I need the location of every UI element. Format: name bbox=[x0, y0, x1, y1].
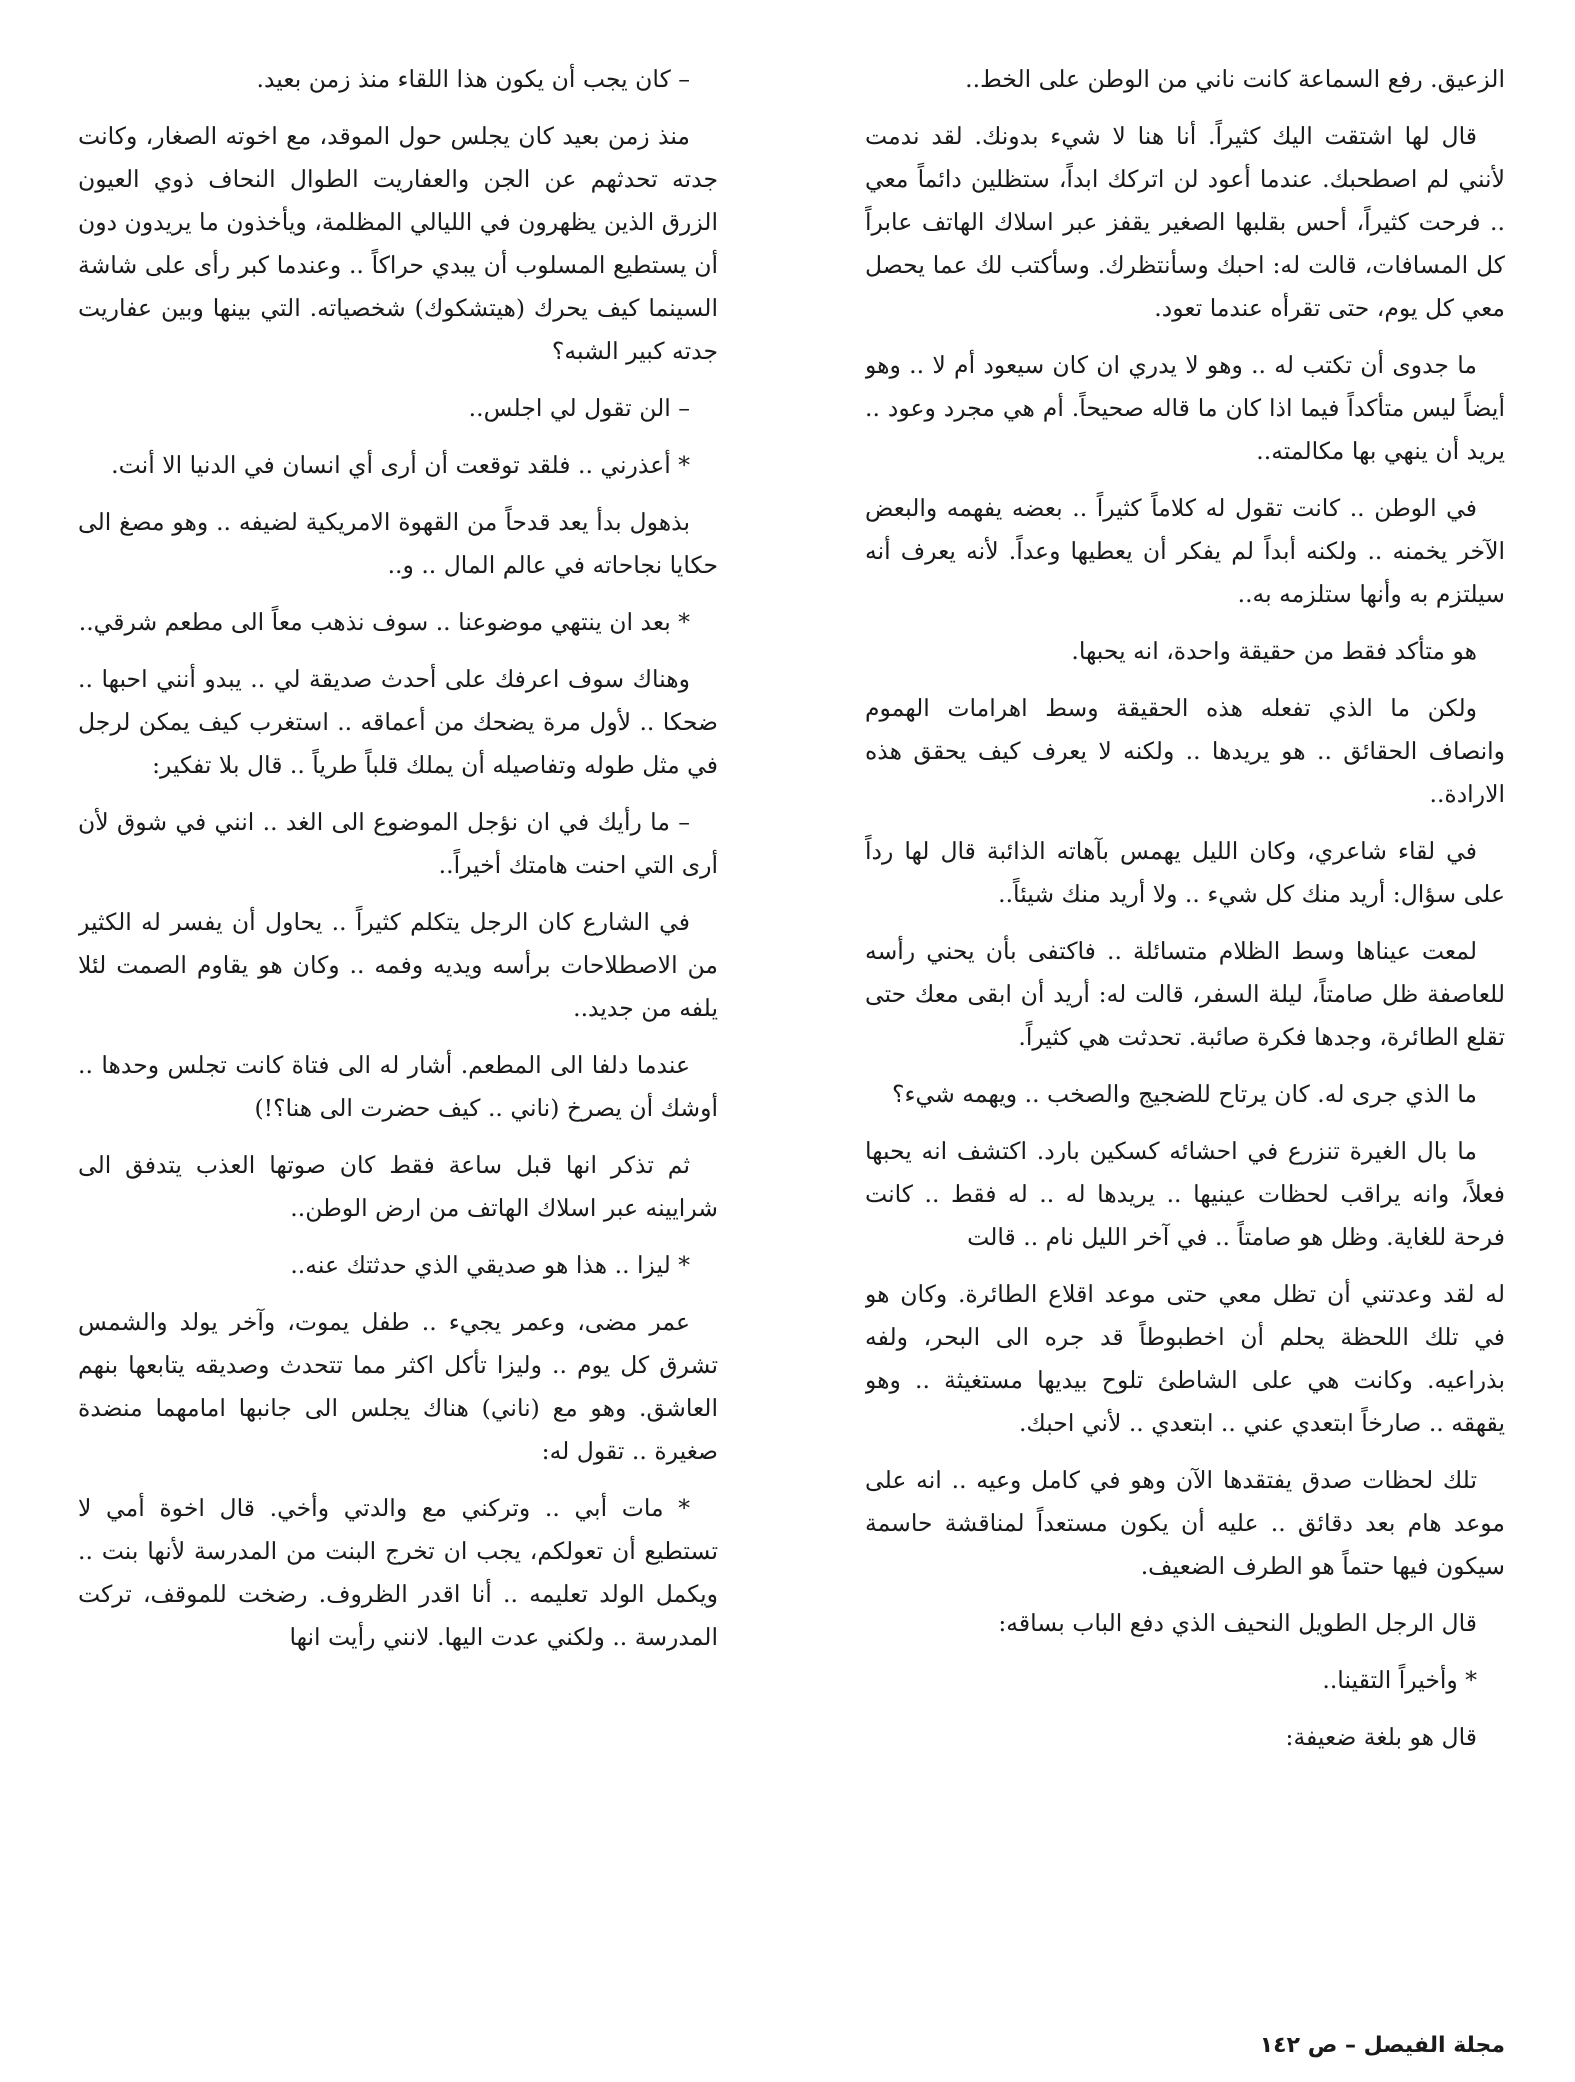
paragraph: لمعت عيناها وسط الظلام متسائلة .. فاكتفى بأن يحني رأسه للعاصفة ظل صامتاً، ليلة السفر، قالت له: أريد أن ابقى معك حتى تقلع الطائرة، وجدها فكرة صائبة. تحدثت هي كثيراً. bbox=[865, 937, 1505, 1051]
paragraph: الزعيق. رفع السماعة كانت ناني من الوطن على الخط.. bbox=[965, 65, 1505, 93]
paragraph: له لقد وعدتني أن تظل معي حتى موعد اقلاع الطائرة. وكان هو في تلك اللحظة يحلم أن اخطبوطاً قد جره الى البحر، ولفه بذراعيه. وكانت هي على الشاطئ تلوح بيديها مستغيثة .. وهو يقهقه .. صارخاً ابتعدي عني .. ابتعدي .. لأني احبك. bbox=[865, 1280, 1505, 1437]
paragraph: في الوطن .. كانت تقول له كلاماً كثيراً .. بعضه يفهمه والبعض الآخر يخمنه .. ولكنه أبداً لم يفكر أن يعطيها وعداً. لأنه يعرف أنه سيلتزم به وأنها ستلزمه به.. bbox=[865, 494, 1505, 608]
paragraph: ثم تذكر انها قبل ساعة فقط كان صوتها العذب يتدفق الى شرايينه عبر اسلاك الهاتف من ارض الوطن.. bbox=[78, 1151, 718, 1222]
page-footer: مجلة الفيصل – ص ١٤٢ bbox=[1259, 2033, 1505, 2058]
paragraph: عمر مضى، وعمر يجيء .. طفل يموت، وآخر يولد والشمس تشرق كل يوم .. وليزا تأكل اكثر مما تتحدث وصديقه يتابعها بنهم العاشق. وهو مع (ناني) هناك يجلس الى جانبها امامهما منضدة صغيرة .. تقول له: bbox=[78, 1308, 718, 1465]
paragraph: * ليزا .. هذا هو صديقي الذي حدثتك عنه.. bbox=[290, 1251, 690, 1279]
paragraph: – كان يجب أن يكون هذا اللقاء منذ زمن بعيد. bbox=[256, 65, 690, 93]
paragraph: * وأخيراً التقينا.. bbox=[1322, 1666, 1477, 1694]
paragraph: ما بال الغيرة تنزرع في احشائه كسكين بارد. اكتشف انه يحبها فعلاً، وانه يراقب لحظات عينيها .. يريدها له .. له فقط .. كانت فرحة للغاية. وظل هو صامتاً .. في آخر الليل نام .. قالت bbox=[865, 1137, 1505, 1251]
paragraph: وهناك سوف اعرفك على أحدث صديقة لي .. يبدو أنني احبها .. ضحكا .. لأول مرة يضحك من أعماقه .. استغرب كيف يمكن لرجل في مثل طوله وتفاصيله أن يملك قلباً طرياً .. قال بلا تفكير: bbox=[78, 665, 718, 779]
paragraph: قال هو بلغة ضعيفة: bbox=[1285, 1723, 1477, 1751]
paragraph: * بعد ان ينتهي موضوعنا .. سوف نذهب معاً الى مطعم شرقي.. bbox=[78, 608, 690, 636]
paragraph: منذ زمن بعيد كان يجلس حول الموقد، مع اخوته الصغار، وكانت جدته تحدثهم عن الجن والعفاريت الطوال النحاف ذوي العيون الزرق الذين يظهرون في الليالي المظلمة، ويأخذون ما يريدون دون أن يستطيع المسلوب أن يبدي حراكاً .. وعندما كبر رأى على شاشة السينما كيف يحرك (هيتشكوك) شخصياته. التي بينها وبين عفاريت جدته كبير الشبه؟ bbox=[78, 122, 718, 365]
paragraph: هو متأكد فقط من حقيقة واحدة، انه يحبها. bbox=[1071, 637, 1477, 665]
paragraph: – ما رأيك في ان نؤجل الموضوع الى الغد .. انني في شوق لأن أرى التي احنت هامتك أخيراً.. bbox=[78, 808, 718, 879]
paragraph: في الشارع كان الرجل يتكلم كثيراً .. يحاول أن يفسر له الكثير من الاصطلاحات برأسه ويديه وفمه .. وكان هو يقاوم الصمت لئلا يلفه من جديد.. bbox=[78, 908, 718, 1022]
paragraph: عندما دلفا الى المطعم. أشار له الى فتاة كانت تجلس وحدها .. أوشك أن يصرخ (ناني .. كيف حضرت الى هنا؟!) bbox=[78, 1051, 718, 1122]
paragraph: ما الذي جرى له. كان يرتاح للضجيج والصخب .. ويهمه شيء؟ bbox=[891, 1080, 1477, 1108]
paragraph: * أعذرني .. فلقد توقعت أن أرى أي انسان في الدنيا الا أنت. bbox=[111, 451, 690, 479]
paragraph: في لقاء شاعري، وكان الليل يهمس بآهاته الذائبة قال لها رداً على سؤال: أريد منك كل شيء .. ولا أريد منك شيئاً.. bbox=[865, 837, 1505, 908]
paragraph: قال الرجل الطويل النحيف الذي دفع الباب بساقه: bbox=[998, 1609, 1477, 1637]
left-column bbox=[78, 58, 718, 1988]
paragraph: بذهول بدأ يعد قدحاً من القهوة الامريكية لضيفه .. وهو مصغ الى حكايا نجاحاته في عالم المال .. و.. bbox=[78, 508, 718, 579]
paragraph: ما جدوى أن تكتب له .. وهو لا يدري ان كان سيعود أم لا .. وهو أيضاً ليس متأكداً فيما اذا كان ما قاله صحيحاً. أم هي مجرد وعود .. يريد أن ينهي بها مكالمته.. bbox=[865, 351, 1505, 465]
paragraph: * مات أبي .. وتركني مع والدتي وأخي. قال اخوة أمي لا تستطيع أن تعولكم، يجب ان تخرج البنت من المدرسة لأنها بنت .. ويكمل الولد تعليمه .. أنا اقدر الظروف. رضخت للموقف، تركت المدرسة .. ولكني عدت اليها. لانني رأيت انها bbox=[78, 1494, 718, 1651]
paragraph: – الن تقول لي اجلس.. bbox=[468, 394, 690, 422]
paragraph: قال لها اشتقت اليك كثيراً. أنا هنا لا شيء بدونك. لقد ندمت لأنني لم اصطحبك. عندما أعود لن اتركك ابداً، ستظلين دائماً معي .. فرحت كثيراً، أحس بقلبها الصغير يقفز عبر اسلاك الهاتف عابراً كل المسافات، قالت له: احبك وسأنتظرك. وسأكتب لك عما يحصل معي كل يوم، حتى تقرأه عندما تعود. bbox=[865, 122, 1505, 322]
paragraph: ولكن ما الذي تفعله هذه الحقيقة وسط اهرامات الهموم وانصاف الحقائق .. هو يريدها .. ولكنه لا يعرف كيف يحقق هذه الارادة.. bbox=[865, 694, 1505, 808]
paragraph: تلك لحظات صدق يفتقدها الآن وهو في كامل وعيه .. انه على موعد هام بعد دقائق .. عليه أن يكون مستعداً لمناقشة حاسمة سيكون فيها حتماً هو الطرف الضعيف. bbox=[865, 1466, 1505, 1580]
right-column bbox=[865, 58, 1505, 1988]
